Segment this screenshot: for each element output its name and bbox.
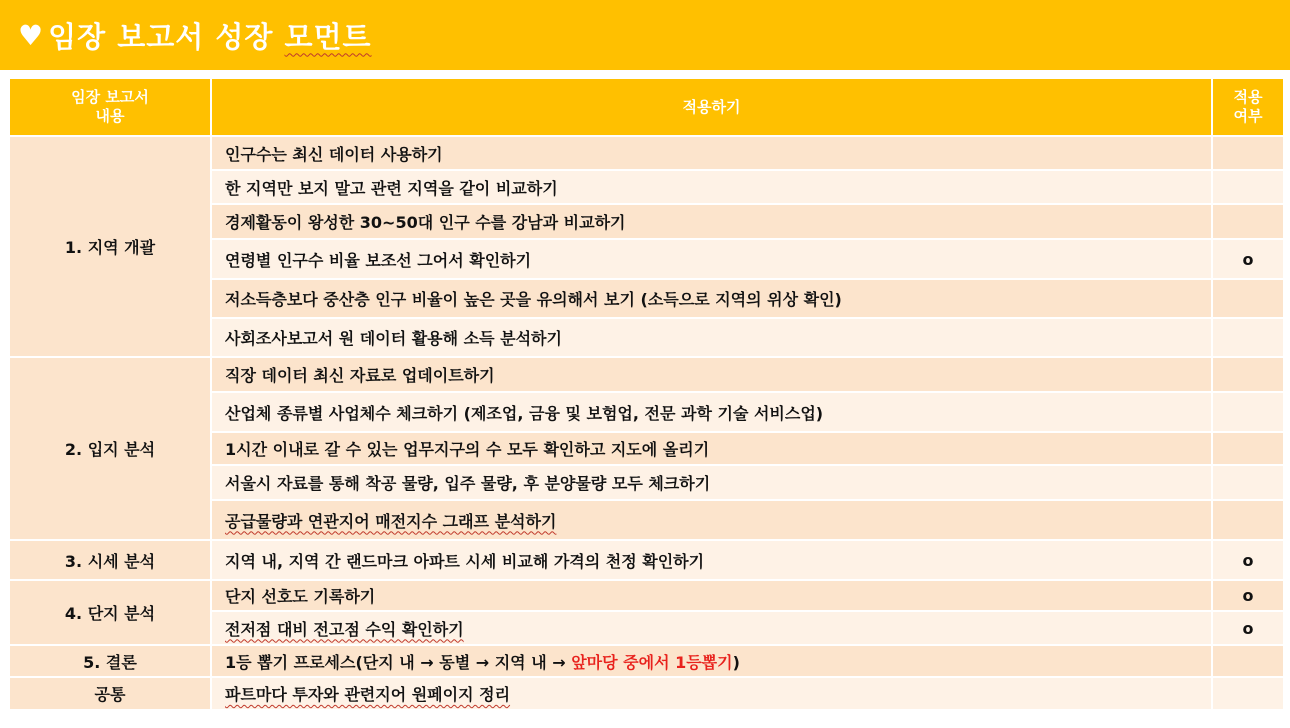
item-text-highlight: 앞마당 중에서 1등뽑기 [571, 652, 733, 672]
table-row [10, 678, 1283, 711]
item-cell [212, 612, 1213, 646]
item-cell [212, 646, 1213, 678]
header-apply [212, 79, 1213, 137]
applied-mark: o [1213, 541, 1283, 581]
header-apply-label: 적용하기 [682, 97, 741, 116]
header-applied-label: 적용 여부 [1233, 88, 1263, 125]
applied-mark [1213, 358, 1283, 393]
table-row [10, 581, 1283, 612]
item-cell: 경제활동이 왕성한 30~50대 인구 수를 강남과 비교하기 [212, 205, 1213, 240]
applied-mark [1213, 646, 1283, 678]
table-row [10, 358, 1283, 393]
header-applied [1213, 79, 1283, 137]
item-cell: 산업체 종류별 사업체수 체크하기 (제조업, 금융 및 보험업, 전문 과학 기술 서비스업) [212, 393, 1213, 433]
header-content-label: 임장 보고서 내용 [71, 88, 149, 125]
category-cell: 1. 지역 개괄 [10, 137, 212, 358]
item-cell: 1시간 이내로 갈 수 있는 업무지구의 수 모두 확인하고 지도에 올리기 [212, 433, 1213, 466]
item-cell: 사회조사보고서 원 데이터 활용해 소득 분석하기 [212, 319, 1213, 358]
applied-mark [1213, 466, 1283, 501]
header-content [10, 79, 212, 137]
item-cell: 연령별 인구수 비율 보조선 그어서 확인하기 [212, 240, 1213, 280]
report-table [10, 79, 1283, 711]
item-text: 파트마다 투자와 관련지어 원페이지 정리 [225, 685, 511, 704]
applied-mark [1213, 280, 1283, 319]
applied-mark [1213, 319, 1283, 358]
title-main: 임장 보고서 성장 [48, 19, 285, 54]
item-text: 1등 뽑기 프로세스(단지 내 → 동별 → 지역 내 → [225, 652, 572, 672]
header-row [10, 79, 1283, 137]
item-cell: 단지 선호도 기록하기 [212, 581, 1213, 612]
item-cell [212, 501, 1213, 541]
table-row [10, 137, 1283, 171]
item-text-end: ) [732, 652, 740, 672]
item-cell: 저소득층보다 중산층 인구 비율이 높은 곳을 유의해서 보기 (소득으로 지역의 위상 확인) [212, 280, 1213, 319]
title-banner [0, 0, 1290, 70]
category-cell: 3. 시세 분석 [10, 541, 212, 581]
applied-mark: o [1213, 612, 1283, 646]
item-cell [212, 678, 1213, 711]
category-cell: 5. 결론 [10, 646, 212, 678]
item-cell: 지역 내, 지역 간 랜드마크 아파트 시세 비교해 가격의 천정 확인하기 [212, 541, 1213, 581]
table-row [10, 646, 1283, 678]
item-cell: 서울시 자료를 통해 착공 물량, 입주 물량, 후 분양물량 모두 체크하기 [212, 466, 1213, 501]
item-cell: 직장 데이터 최신 자료로 업데이트하기 [212, 358, 1213, 393]
category-cell: 2. 입지 분석 [10, 358, 212, 541]
page-title [18, 15, 372, 56]
category-cell: 공통 [10, 678, 212, 711]
applied-mark [1213, 433, 1283, 466]
title-underlined: 모먼트 [284, 19, 372, 54]
applied-mark [1213, 393, 1283, 433]
applied-mark: o [1213, 581, 1283, 612]
applied-mark [1213, 205, 1283, 240]
heart-icon: ♥ [18, 18, 45, 52]
item-cell: 인구수는 최신 데이터 사용하기 [212, 137, 1213, 171]
item-text: 공급물량과 연관지어 매전지수 그래프 분석하기 [225, 511, 557, 531]
applied-mark [1213, 137, 1283, 171]
applied-mark [1213, 678, 1283, 711]
applied-mark [1213, 501, 1283, 541]
item-cell: 한 지역만 보지 말고 관련 지역을 같이 비교하기 [212, 171, 1213, 205]
category-cell: 4. 단지 분석 [10, 581, 212, 646]
item-text: 전저점 대비 전고점 수익 확인하기 [225, 619, 464, 639]
applied-mark [1213, 171, 1283, 205]
table-row [10, 541, 1283, 581]
applied-mark: o [1213, 240, 1283, 280]
